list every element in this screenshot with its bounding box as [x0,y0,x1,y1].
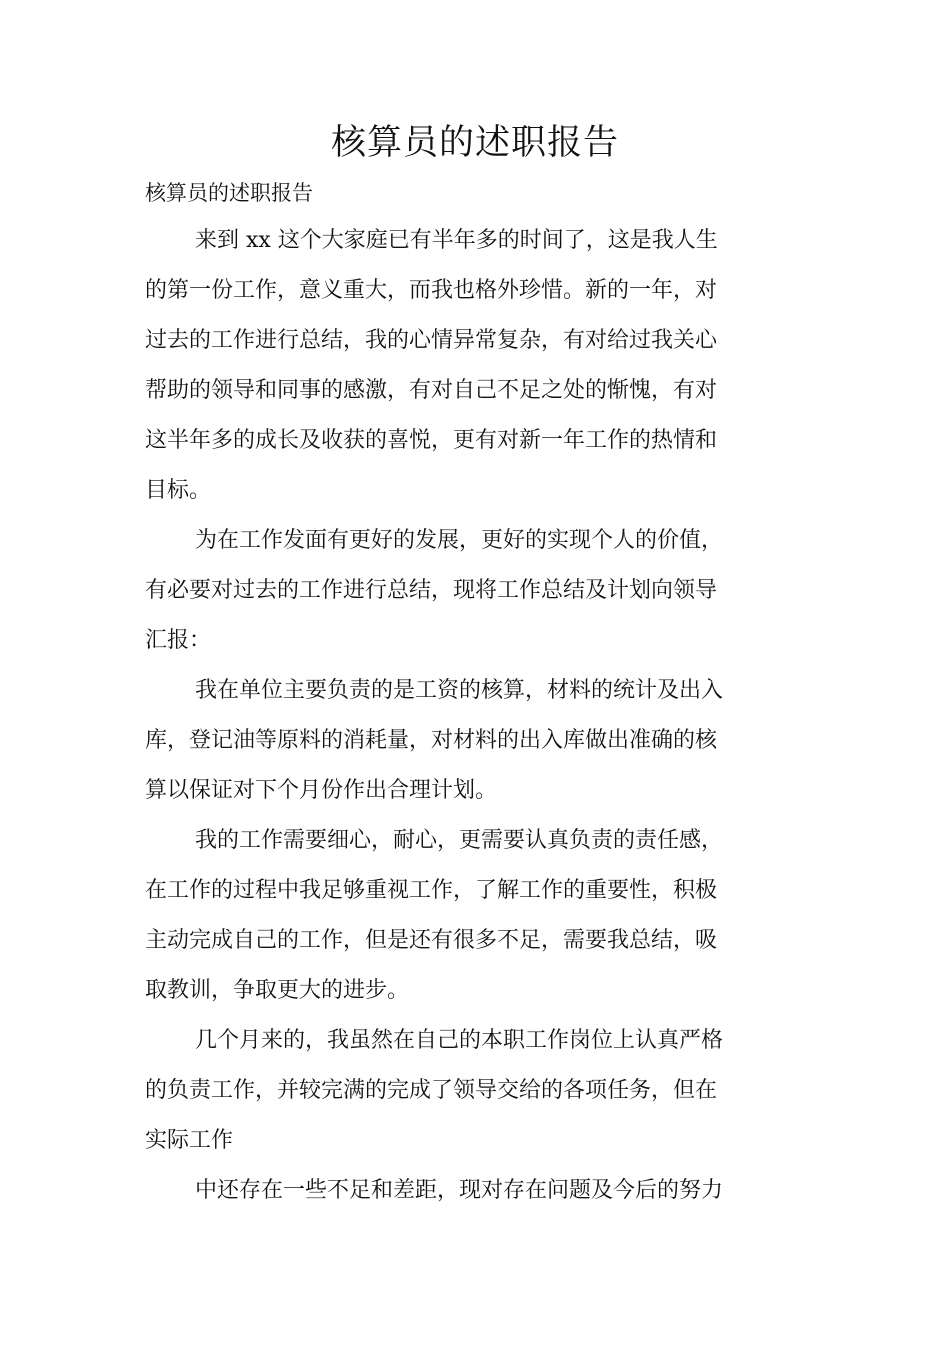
paragraph-line: 取教训，争取更大的进步。 [145,978,410,1003]
paragraph-line: 库，登记油等原料的消耗量，对材料的出入库做出准确的核 [145,728,718,753]
paragraph-line: 中还存在一些不足和差距，现对存在问题及今后的努力 [195,1178,724,1203]
paragraph-line: 帮助的领导和同事的感激，有对自己不足之处的惭愧，有对 [145,378,718,403]
page-subtitle: 核算员的述职报告 [145,181,313,205]
paragraph-line: 的第一份工作，意义重大，而我也格外珍惜。新的一年，对 [145,278,718,303]
paragraph-line: 过去的工作进行总结，我的心情异常复杂，有对给过我关心 [145,328,718,353]
paragraph-line: 主动完成自己的工作，但是还有很多不足，需要我总结，吸 [145,928,718,953]
paragraph-line: 的负责工作，并较完满的完成了领导交给的各项任务，但在 [145,1078,718,1103]
paragraph-line: 我的工作需要细心，耐心，更需要认真负责的责任感， [195,828,724,853]
paragraph-line: 这半年多的成长及收获的喜悦，更有对新一年工作的热情和 [145,428,718,453]
page-title: 核算员的述职报告 [330,123,619,163]
paragraph-line: 实际工作 [145,1128,234,1153]
paragraph-line: 在工作的过程中我足够重视工作，了解工作的重要性，积极 [145,878,718,903]
paragraph-line: 有必要对过去的工作进行总结，现将工作总结及计划向领导 [145,578,718,603]
paragraph-line: 汇报： [145,628,212,653]
paragraph-line: 目标。 [145,478,212,503]
paragraph-line: 几个月来的，我虽然在自己的本职工作岗位上认真严格 [195,1028,724,1053]
paragraph-line: 为在工作发面有更好的发展，更好的实现个人的价值， [195,528,724,553]
paragraph-line: 我在单位主要负责的是工资的核算，材料的统计及出入 [195,678,724,703]
paragraph-line: 来到 xx 这个大家庭已有半年多的时间了，这是我人生 [195,228,718,253]
paragraph-line: 算以保证对下个月份作出合理计划。 [145,778,498,803]
